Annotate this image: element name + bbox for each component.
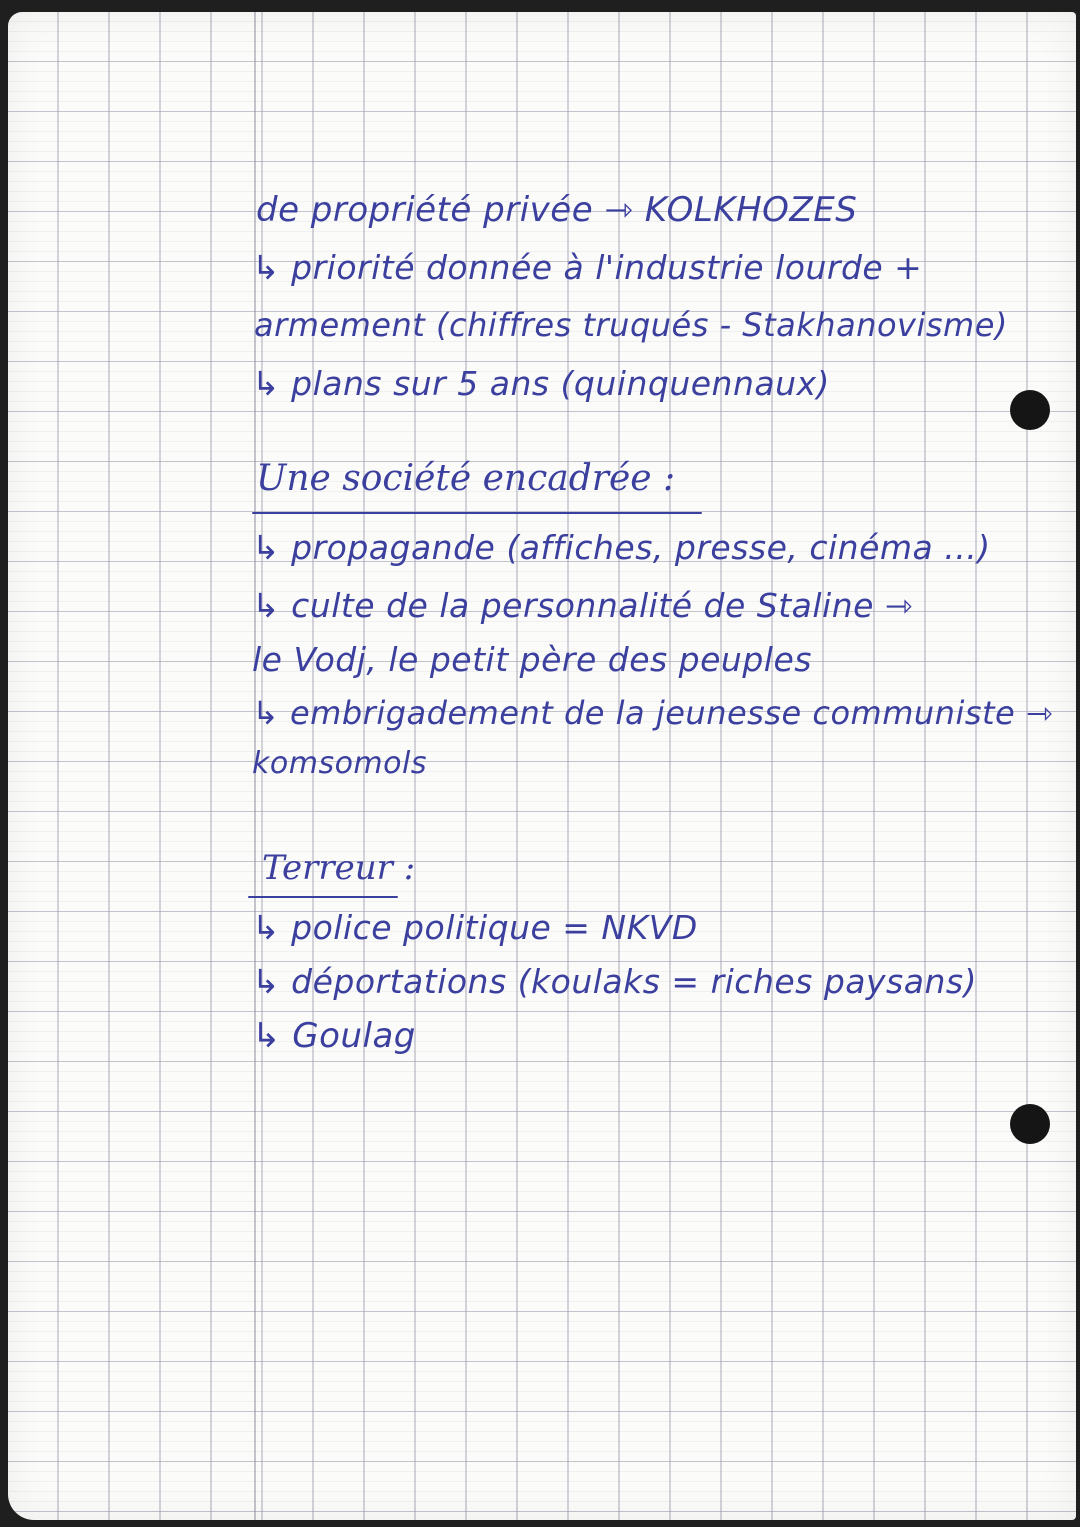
notebook-page: [8, 12, 1076, 1520]
note-line-10: ↳ police politique = NKVD: [252, 908, 698, 947]
note-line-5: ↳ propagande (affiches, presse, cinéma ...): [252, 528, 991, 567]
note-line-1: de propriété privée ⇾ KOLKHOZES: [256, 190, 858, 230]
note-line-2: ↳ priorité donnée à l'industrie lourde +: [252, 248, 923, 287]
note-line-3: armement (chiffres truqués - Stakhanovisme): [254, 306, 1008, 344]
note-line-12: ↳ Goulag: [252, 1016, 416, 1056]
note-line-7: le Vodj, le petit père des peuples: [252, 640, 812, 679]
section-heading-societe: Une société encadrée :: [256, 458, 676, 499]
punch-hole-top: [1010, 390, 1050, 430]
note-line-8: ↳ embrigadement de la jeunesse communiste ⇾: [252, 694, 1054, 732]
note-line-11: ↳ déportations (koulaks = riches paysans): [252, 962, 977, 1001]
heading-underline-terreur: [248, 896, 398, 898]
section-heading-terreur: Terreur :: [262, 848, 416, 888]
note-line-4: ↳ plans sur 5 ans (quinquennaux): [252, 364, 830, 403]
note-line-6: ↳ culte de la personnalité de Staline ⇾: [252, 586, 914, 625]
heading-underline-societe: [252, 512, 702, 514]
punch-hole-bottom: [1010, 1104, 1050, 1144]
note-line-9: komsomols: [252, 746, 427, 781]
